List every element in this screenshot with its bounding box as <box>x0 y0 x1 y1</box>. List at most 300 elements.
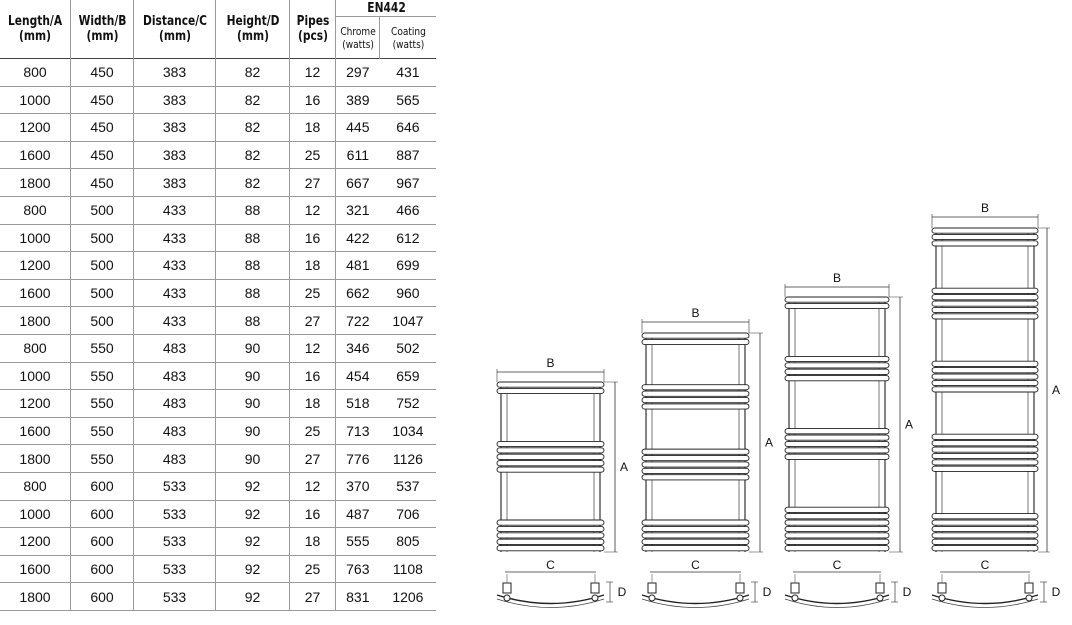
radiator-bar <box>497 533 604 538</box>
header-width-title: Width/B <box>78 14 126 29</box>
dimension-d-label: D <box>617 585 627 599</box>
radiator-bar <box>642 533 749 538</box>
table-cell: 800 <box>0 472 71 500</box>
header-pipes <box>294 0 332 59</box>
radiator-bar <box>932 301 1038 306</box>
radiator-bar <box>785 546 889 551</box>
table-row <box>0 86 436 114</box>
table-cell: 659 <box>380 362 437 390</box>
table-cell: 445 <box>336 114 380 142</box>
radiator-bar <box>497 441 604 446</box>
radiator-bar <box>642 339 749 344</box>
radiator-bar <box>785 303 889 308</box>
radiator-bar <box>642 475 749 480</box>
table-cell: 88 <box>216 307 290 335</box>
table-row <box>0 252 436 280</box>
table-cell: 433 <box>134 279 216 307</box>
table-cell: 12 <box>290 59 336 87</box>
table-cell: 699 <box>380 252 437 280</box>
plan-curve <box>642 595 749 604</box>
radiator-bar <box>642 526 749 531</box>
table-cell: 800 <box>0 334 71 362</box>
radiator-bar <box>642 449 749 454</box>
spec-table-body <box>0 59 436 611</box>
table-cell: 831 <box>336 583 380 611</box>
table-cell: 18 <box>290 252 336 280</box>
table-row <box>0 196 436 224</box>
radiator-small <box>497 356 628 608</box>
radiator-bar <box>497 448 604 453</box>
table-cell: 1034 <box>380 417 437 445</box>
table-cell: 370 <box>336 472 380 500</box>
table-row <box>0 362 436 390</box>
radiator-medium <box>642 306 773 608</box>
wall-bracket <box>591 583 599 593</box>
radiator-xlarge <box>932 201 1061 608</box>
table-cell: 88 <box>216 224 290 252</box>
table-cell: 483 <box>134 334 216 362</box>
radiator-bar <box>785 441 889 446</box>
table-row <box>0 472 436 500</box>
dimension-a-label: A <box>619 460 629 474</box>
radiator-bar <box>932 533 1038 538</box>
dimension-a-label: A <box>764 435 774 450</box>
table-cell: 500 <box>71 196 134 224</box>
radiator-bar <box>785 514 889 519</box>
radiator-bar <box>932 314 1038 319</box>
table-cell: 433 <box>134 252 216 280</box>
table-cell: 1000 <box>0 362 71 390</box>
header-en442: EN442 <box>345 0 428 17</box>
table-cell: 518 <box>336 390 380 418</box>
table-cell: 805 <box>380 528 437 556</box>
table-cell: 481 <box>336 252 380 280</box>
table-cell: 92 <box>216 528 290 556</box>
table-cell: 600 <box>71 528 134 556</box>
table-cell: 800 <box>0 196 71 224</box>
table-cell: 90 <box>216 390 290 418</box>
table-cell: 1800 <box>0 445 71 473</box>
dimension-c-label: C <box>980 558 990 572</box>
table-row <box>0 417 436 445</box>
radiator-bar <box>642 539 749 544</box>
wall-bracket <box>503 583 511 593</box>
table-cell: 90 <box>216 362 290 390</box>
table-cell: 1600 <box>0 279 71 307</box>
table-row <box>0 334 436 362</box>
table-cell: 88 <box>216 252 290 280</box>
header-height-unit: (mm) <box>236 29 269 44</box>
radiator-large <box>785 271 913 608</box>
radiator-bar <box>932 380 1038 385</box>
header-length-title: Length/A <box>7 14 63 29</box>
radiator-bar <box>497 454 604 459</box>
table-cell: 383 <box>134 86 216 114</box>
radiator-bar <box>642 456 749 461</box>
table-cell: 752 <box>380 390 437 418</box>
radiator-bar <box>497 520 604 525</box>
table-cell: 321 <box>336 196 380 224</box>
table-cell: 667 <box>336 169 380 197</box>
table-cell: 1206 <box>380 583 437 611</box>
radiator-bar <box>785 297 889 302</box>
radiator-bar <box>932 361 1038 366</box>
table-cell: 722 <box>336 307 380 335</box>
radiator-bar <box>932 387 1038 392</box>
dimension-b-label: B <box>546 356 555 370</box>
table-cell: 1800 <box>0 169 71 197</box>
table-cell: 25 <box>290 555 336 583</box>
table-cell: 466 <box>380 196 437 224</box>
table-cell: 500 <box>71 252 134 280</box>
dimension-d-label: D <box>902 585 912 599</box>
table-cell: 12 <box>290 472 336 500</box>
table-cell: 537 <box>380 472 437 500</box>
wall-bracket-fixing <box>939 595 945 601</box>
header-height <box>222 0 283 59</box>
header-distance-title: Distance/C <box>142 14 207 29</box>
table-row <box>0 500 436 528</box>
table-cell: 533 <box>134 583 216 611</box>
table-cell: 90 <box>216 334 290 362</box>
table-cell: 1800 <box>0 583 71 611</box>
header-coating-title: Coating <box>390 24 426 38</box>
table-cell: 346 <box>336 334 380 362</box>
table-cell: 1108 <box>380 555 437 583</box>
spec-table-header <box>0 0 436 59</box>
radiator-bar <box>932 434 1038 439</box>
header-coating <box>385 17 431 59</box>
wall-bracket-fixing <box>649 595 655 601</box>
dimension-d-label: D <box>762 585 772 599</box>
table-cell: 88 <box>216 279 290 307</box>
plan-curve-inner <box>497 599 604 608</box>
header-chrome <box>339 17 375 59</box>
table-cell: 500 <box>71 307 134 335</box>
radiator-bar <box>785 369 889 374</box>
table-cell: 389 <box>336 86 380 114</box>
wall-bracket <box>648 583 656 593</box>
radiator-bar <box>932 228 1038 233</box>
table-cell: 450 <box>71 86 134 114</box>
table-cell: 1000 <box>0 500 71 528</box>
radiator-bar <box>785 454 889 459</box>
table-cell: 383 <box>134 59 216 87</box>
table-cell: 450 <box>71 59 134 87</box>
table-cell: 887 <box>380 141 437 169</box>
table-cell: 92 <box>216 555 290 583</box>
header-width-unit: (mm) <box>86 29 118 44</box>
radiator-bar <box>642 546 749 551</box>
table-cell: 92 <box>216 583 290 611</box>
wall-bracket-fixing <box>1026 595 1032 601</box>
table-cell: 600 <box>71 583 134 611</box>
dimension-b-label: B <box>980 201 990 215</box>
table-cell: 500 <box>71 224 134 252</box>
dimension-d-label: D <box>1051 585 1061 599</box>
table-cell: 550 <box>71 445 134 473</box>
table-cell: 433 <box>134 307 216 335</box>
radiator-bar <box>932 441 1038 446</box>
radiator-bar <box>932 526 1038 531</box>
radiator-bar <box>932 466 1038 471</box>
radiator-bar <box>932 295 1038 300</box>
table-cell: 533 <box>134 472 216 500</box>
table-cell: 1126 <box>380 445 437 473</box>
table-cell: 422 <box>336 224 380 252</box>
wall-bracket-fixing <box>877 595 883 601</box>
radiator-bar <box>497 461 604 466</box>
table-cell: 1000 <box>0 224 71 252</box>
table-cell: 502 <box>380 334 437 362</box>
plan-curve <box>932 595 1038 604</box>
wall-bracket <box>736 583 744 593</box>
table-cell: 431 <box>380 59 437 87</box>
header-chrome-unit: (watts) <box>341 37 374 51</box>
dimension-c-label: C <box>832 558 842 572</box>
table-cell: 565 <box>380 86 437 114</box>
table-cell: 433 <box>134 224 216 252</box>
table-cell: 27 <box>290 307 336 335</box>
table-cell: 27 <box>290 445 336 473</box>
radiator-bar <box>932 453 1038 458</box>
table-cell: 533 <box>134 528 216 556</box>
table-cell: 433 <box>134 196 216 224</box>
table-cell: 533 <box>134 555 216 583</box>
table-cell: 1600 <box>0 555 71 583</box>
header-length-unit: (mm) <box>19 29 52 44</box>
table-cell: 1047 <box>380 307 437 335</box>
radiator-bar <box>785 507 889 512</box>
table-cell: 600 <box>71 472 134 500</box>
table-cell: 713 <box>336 417 380 445</box>
table-cell: 776 <box>336 445 380 473</box>
table-cell: 706 <box>380 500 437 528</box>
header-chrome-title: Chrome <box>339 24 376 38</box>
table-cell: 1600 <box>0 417 71 445</box>
table-cell: 763 <box>336 555 380 583</box>
table-cell: 18 <box>290 390 336 418</box>
table-cell: 12 <box>290 334 336 362</box>
radiator-bar <box>932 514 1038 519</box>
radiator-bar <box>932 447 1038 452</box>
table-cell: 483 <box>134 390 216 418</box>
table-cell: 500 <box>71 279 134 307</box>
radiator-bar <box>642 462 749 467</box>
header-pipes-title: Pipes <box>296 14 329 29</box>
table-cell: 27 <box>290 169 336 197</box>
radiator-bar <box>785 429 889 434</box>
table-cell: 12 <box>290 196 336 224</box>
header-distance <box>141 0 208 59</box>
plan-curve-inner <box>642 599 749 608</box>
table-row <box>0 169 436 197</box>
table-cell: 450 <box>71 141 134 169</box>
table-row <box>0 555 436 583</box>
table-cell: 1200 <box>0 390 71 418</box>
radiator-bar <box>497 546 604 551</box>
table-cell: 967 <box>380 169 437 197</box>
table-cell: 383 <box>134 169 216 197</box>
dimension-b-label: B <box>691 306 700 320</box>
table-cell: 383 <box>134 141 216 169</box>
table-cell: 16 <box>290 500 336 528</box>
wall-bracket <box>791 583 799 593</box>
radiator-bar <box>785 435 889 440</box>
table-cell: 550 <box>71 390 134 418</box>
table-cell: 16 <box>290 362 336 390</box>
dimension-a-label: A <box>904 417 914 432</box>
wall-bracket <box>938 583 946 593</box>
table-cell: 611 <box>336 141 380 169</box>
radiator-bar <box>785 520 889 525</box>
radiator-bar <box>785 533 889 538</box>
table-cell: 483 <box>134 445 216 473</box>
radiator-bar <box>932 234 1038 239</box>
radiator-bar <box>642 333 749 338</box>
header-width <box>76 0 128 59</box>
plan-curve-inner <box>785 599 889 608</box>
table-cell: 82 <box>216 86 290 114</box>
radiator-bar <box>497 539 604 544</box>
table-cell: 90 <box>216 417 290 445</box>
radiator-bar <box>785 448 889 453</box>
radiator-bar <box>642 385 749 390</box>
table-row <box>0 445 436 473</box>
header-length <box>6 0 64 59</box>
radiator-bar <box>932 307 1038 312</box>
table-cell: 450 <box>71 169 134 197</box>
header-height-title: Height/D <box>226 14 279 29</box>
table-cell: 16 <box>290 86 336 114</box>
table-cell: 82 <box>216 114 290 142</box>
table-cell: 18 <box>290 528 336 556</box>
dimension-b-label: B <box>832 271 842 285</box>
table-cell: 454 <box>336 362 380 390</box>
wall-bracket <box>1025 583 1033 593</box>
radiator-bar <box>642 391 749 396</box>
table-cell: 92 <box>216 500 290 528</box>
radiator-bar <box>642 404 749 409</box>
radiator-bar <box>497 388 604 393</box>
table-cell: 612 <box>380 224 437 252</box>
dimension-c-label: C <box>546 558 555 572</box>
spec-table <box>0 0 436 611</box>
dimension-a-label: A <box>1051 383 1061 397</box>
plan-curve <box>785 595 889 604</box>
header-distance-unit: (mm) <box>158 29 191 44</box>
table-cell: 533 <box>134 500 216 528</box>
table-cell: 18 <box>290 114 336 142</box>
table-cell: 27 <box>290 583 336 611</box>
table-cell: 800 <box>0 59 71 87</box>
radiator-bar <box>932 241 1038 246</box>
table-row <box>0 528 436 556</box>
table-cell: 90 <box>216 445 290 473</box>
table-cell: 1200 <box>0 252 71 280</box>
radiator-bar <box>785 526 889 531</box>
radiator-bar <box>932 288 1038 293</box>
radiator-bar <box>932 460 1038 465</box>
table-cell: 662 <box>336 279 380 307</box>
table-row <box>0 59 436 87</box>
table-cell: 550 <box>71 334 134 362</box>
radiator-bar <box>642 397 749 402</box>
table-cell: 1800 <box>0 307 71 335</box>
dimension-c-label: C <box>691 558 700 572</box>
header-coating-unit: (watts) <box>392 37 424 51</box>
wall-bracket-fixing <box>792 595 798 601</box>
radiator-bar <box>932 539 1038 544</box>
table-row <box>0 114 436 142</box>
table-cell: 82 <box>216 59 290 87</box>
table-cell: 25 <box>290 417 336 445</box>
table-cell: 550 <box>71 417 134 445</box>
table-cell: 555 <box>336 528 380 556</box>
table-cell: 297 <box>336 59 380 87</box>
wall-bracket <box>876 583 884 593</box>
plan-curve-inner <box>932 599 1038 608</box>
table-cell: 646 <box>380 114 437 142</box>
radiator-bar <box>932 520 1038 525</box>
table-row <box>0 307 436 335</box>
radiator-bar <box>497 467 604 472</box>
table-cell: 82 <box>216 169 290 197</box>
table-cell: 88 <box>216 196 290 224</box>
table-cell: 16 <box>290 224 336 252</box>
table-cell: 600 <box>71 555 134 583</box>
table-cell: 1200 <box>0 114 71 142</box>
radiator-bar <box>785 356 889 361</box>
table-cell: 450 <box>71 114 134 142</box>
wall-bracket-fixing <box>737 595 743 601</box>
table-cell: 1200 <box>0 528 71 556</box>
table-row <box>0 141 436 169</box>
radiator-bar <box>497 382 604 387</box>
radiator-bar <box>932 374 1038 379</box>
table-row <box>0 279 436 307</box>
table-cell: 550 <box>71 362 134 390</box>
table-cell: 960 <box>380 279 437 307</box>
table-cell: 483 <box>134 362 216 390</box>
header-pipes-unit: (pcs) <box>297 29 328 44</box>
table-cell: 25 <box>290 279 336 307</box>
radiator-bar <box>932 368 1038 373</box>
radiator-bar <box>497 526 604 531</box>
table-row <box>0 224 436 252</box>
table-cell: 1600 <box>0 141 71 169</box>
table-cell: 82 <box>216 141 290 169</box>
table-row <box>0 390 436 418</box>
radiator-bar <box>932 546 1038 551</box>
table-cell: 483 <box>134 417 216 445</box>
table-cell: 1000 <box>0 86 71 114</box>
wall-bracket-fixing <box>504 595 510 601</box>
table-cell: 25 <box>290 141 336 169</box>
table-cell: 383 <box>134 114 216 142</box>
radiator-bar <box>785 376 889 381</box>
radiator-bar <box>642 520 749 525</box>
radiator-bar <box>785 363 889 368</box>
wall-bracket-fixing <box>592 595 598 601</box>
table-cell: 600 <box>71 500 134 528</box>
plan-curve <box>497 595 604 604</box>
radiator-bar <box>785 539 889 544</box>
table-row <box>0 583 436 611</box>
radiator-bar <box>642 468 749 473</box>
table-cell: 487 <box>336 500 380 528</box>
table-cell: 92 <box>216 472 290 500</box>
